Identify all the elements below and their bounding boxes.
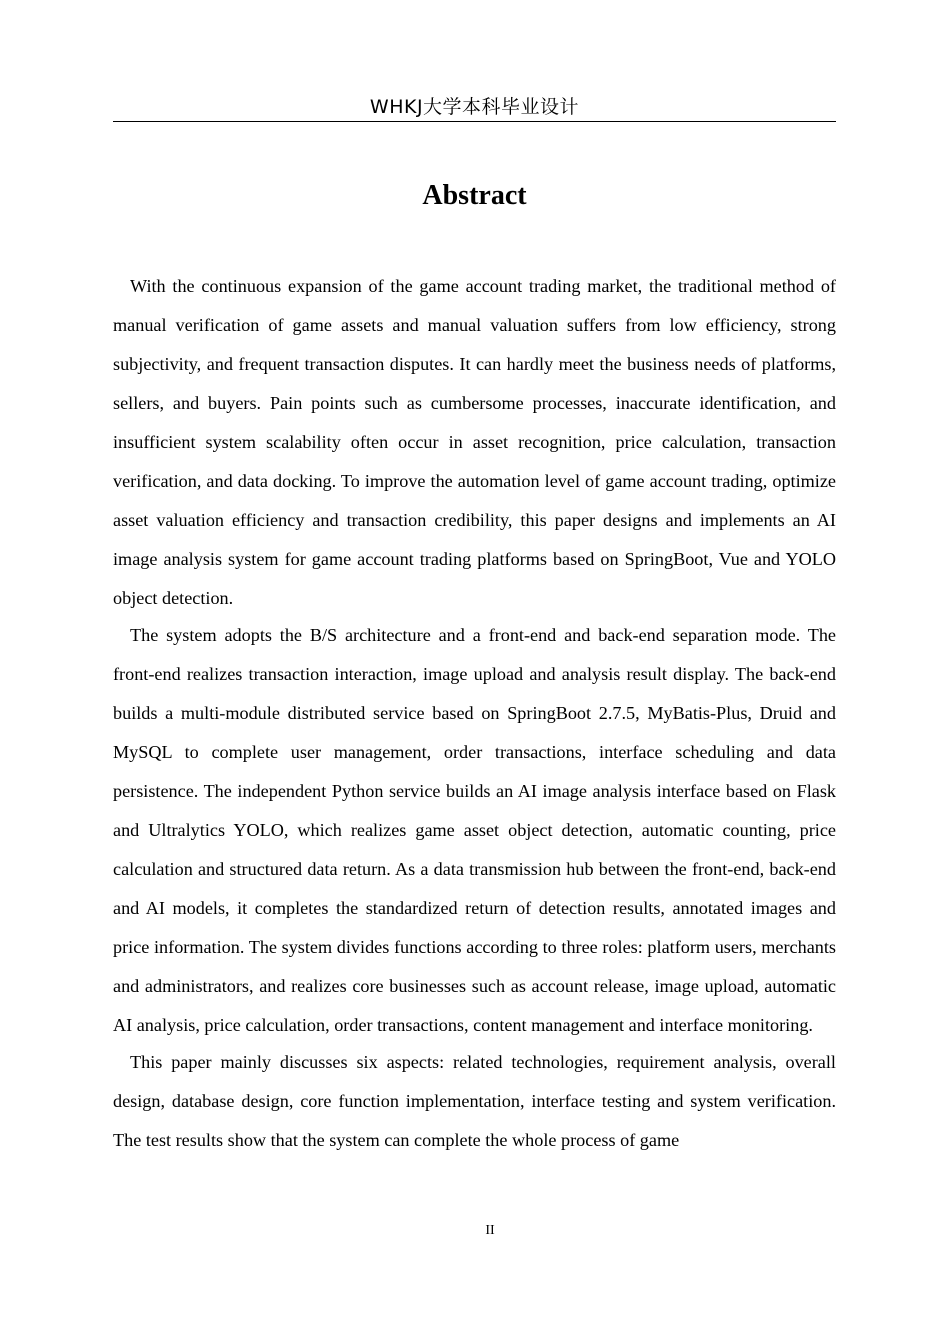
page-header: WHKJ大学本科毕业设计 bbox=[113, 94, 836, 122]
abstract-paragraph-2: The system adopts the B/S architecture and a front-end and back-end separation mode. The front-end realizes transaction interaction, image upload and analysis result display. The back-end builds a multi-module distributed service based on SpringBoot 2.7.5, MyBatis-Plus, Druid and MySQL to complete user management, order transactions, interface scheduling and data persistence. The independent Python service builds an AI image analysis interface based on Flask and Ultralytics YOLO, which realizes game asset object detection, automatic counting, price calculation and structured data return. As a data transmission hub between the front-end, back-end and AI models, it completes the standardized return of detection results, annotated images and price information. The system divides functions according to three roles: platform users, merchants and administrators, and realizes core businesses such as account release, image upload, automatic AI analysis, price calculation, order transactions, content management and interface monitoring. bbox=[113, 625, 836, 1035]
abstract-paragraph-3: This paper mainly discusses six aspects: related technologies, requirement analysis, overall design, database design, core function implementation, interface testing and system verification. The test results show that the system can complete the whole process of game bbox=[113, 1052, 836, 1150]
abstract-title: Abstract bbox=[422, 180, 527, 211]
abstract-body bbox=[113, 267, 836, 1158]
abstract-paragraph-1: With the continuous expansion of the game account trading market, the traditional method of manual verification of game assets and manual valuation suffers from low efficiency, strong subjectivity, and frequent transaction disputes. It can hardly meet the business needs of platforms, sellers, and buyers. Pain points such as cumbersome processes, inaccurate identification, and insufficient system scalability often occur in asset recognition, price calculation, transaction verification, and data docking. To improve the automation level of game account trading, optimize asset valuation efficiency and transaction credibility, this paper designs and implements an AI image analysis system for game account trading platforms based on SpringBoot, Vue and YOLO object detection. bbox=[113, 276, 836, 608]
page-number: II bbox=[485, 1223, 495, 1238]
